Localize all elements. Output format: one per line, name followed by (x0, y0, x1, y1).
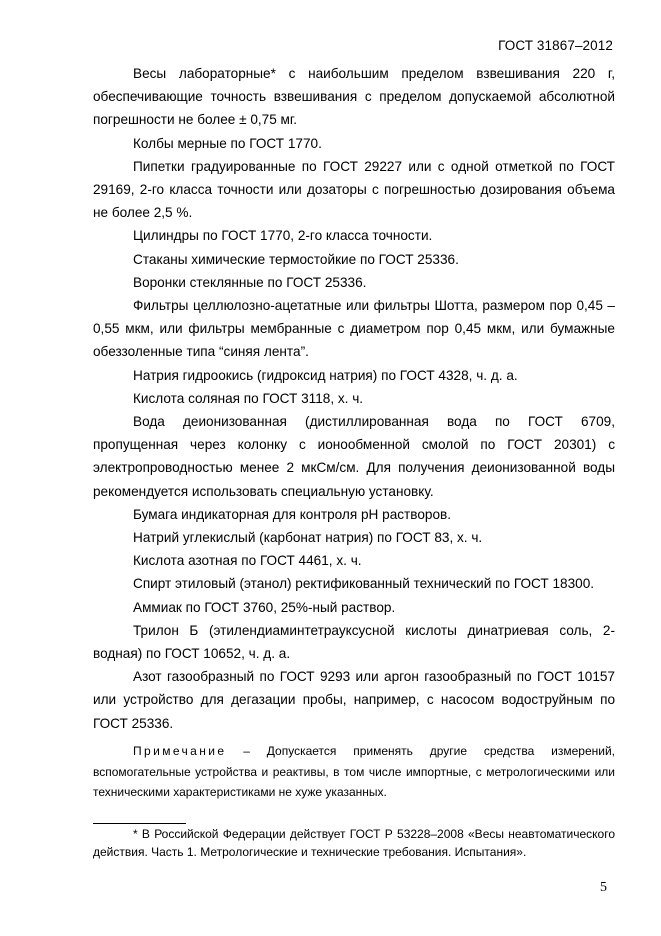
paragraph-indicator-paper: Бумага индикаторная для контроля pH растворов. (133, 506, 452, 522)
paragraph-deionized-water: Вода деионизованная (дистиллированная вода по ГОСТ 6709, пропущенная через колонку с ионообменной смолой по ГОСТ 20301) с электропроводностью менее 2 мкСм/см. Для получения деионизованной воды рекомендуется использовать специальную установку. (93, 414, 615, 499)
paragraph-nitric-acid: Кислота азотная по ГОСТ 4461, х. ч. (133, 553, 362, 569)
paragraph-sodium-carbonate: Натрий углекислый (карбонат натрия) по ГОСТ 83, х. ч. (133, 530, 483, 546)
footnote-text: * В Российской Федерации действует ГОСТ Р 53228–2008 «Весы неавтоматического действия. Часть 1. Метрологические и технические требования. Испытания». (93, 827, 615, 859)
body-text (93, 62, 615, 735)
paragraph-ammonia: Аммиак по ГОСТ 3760, 25%-ный раствор. (133, 599, 396, 615)
note-block (93, 741, 615, 803)
document-header-standard-id: ГОСТ 31867–2012 (498, 38, 613, 53)
paragraph-sodium-hydroxide: Натрия гидроокись (гидроксид натрия) по ГОСТ 4328, ч. д. а. (133, 367, 518, 383)
note-text: – Допускается применять другие средства измерений, вспомогательные устройства и реактивы, в том числе импортные, с метрологическими или техническими характеристиками не хуже указанных. (93, 744, 615, 799)
paragraph-beakers: Стаканы химические термостойкие по ГОСТ 25336. (133, 251, 459, 267)
paragraph-cylinders: Цилиндры по ГОСТ 1770, 2-го класса точности. (133, 228, 433, 244)
paragraph-hydrochloric-acid: Кислота соляная по ГОСТ 3118, х. ч. (133, 390, 364, 406)
note-label: Примечание (133, 744, 227, 758)
paragraph-volumetric-flasks: Колбы мерные по ГОСТ 1770. (133, 135, 322, 151)
footnote-divider (93, 823, 186, 824)
paragraph-trilon-b: Трилон Б (этилендиаминтетрауксусной кислоты динатриевая соль, 2-водная) по ГОСТ 10652, ч. д. а. (93, 622, 615, 662)
paragraph-pipettes: Пипетки градуированные по ГОСТ 29227 или с одной отметкой по ГОСТ 29169, 2-го класса точности или дозаторы с погрешностью дозирования объема не более 2,5 %. (93, 158, 615, 221)
paragraph-funnels: Воронки стеклянные по ГОСТ 25336. (133, 274, 367, 290)
page-number: 5 (600, 880, 607, 895)
paragraph-ethanol: Спирт этиловый (этанол) ректификованный технический по ГОСТ 18300. (133, 576, 595, 592)
paragraph-lab-scales: Весы лабораторные* с наибольшим пределом взвешивания 220 г, обеспечивающие точность взвешивания с пределом допускаемой абсолютной погрешности не более ± 0,75 мг. (93, 66, 615, 128)
paragraph-nitrogen-argon: Азот газообразный по ГОСТ 9293 или аргон газообразный по ГОСТ 10157 или устройство для дегазации пробы, например, с насосом водоструйным по ГОСТ 25336. (93, 669, 615, 731)
paragraph-filters: Фильтры целлюлозно-ацетатные или фильтры Шотта, размером пор 0,45 – 0,55 мкм, или фильтры мембранные с диаметром пор 0,45 мкм, или бумажные обеззоленные типа “синяя лента”. (93, 298, 615, 360)
